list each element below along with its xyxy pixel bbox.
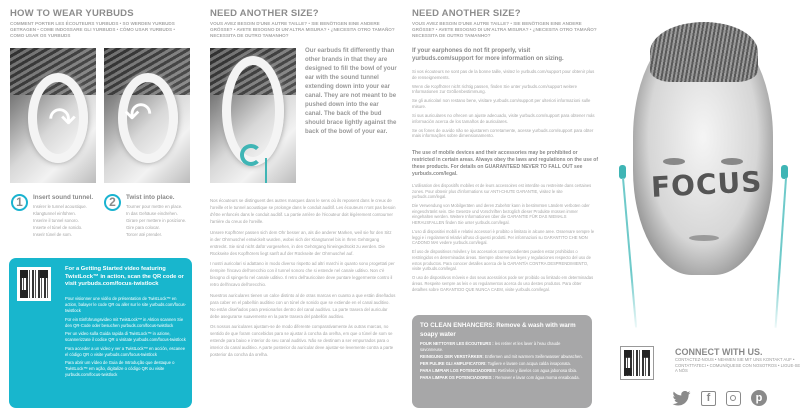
video-heading: For a Getting Started video featuring TwistLock™ in action, scan the QR code or visit yurbuds.com/focus-twistlock xyxy=(65,266,184,287)
qr-code-connect[interactable] xyxy=(620,346,654,380)
cleaning-item: REINIGUNG DER VERSTÄRKER: Entfernen und mit warmem Seifenwasser abwaschen. xyxy=(420,353,583,359)
step-title: Twist into place. xyxy=(126,194,175,201)
video-text-pt: Para abrir um vídeo de Guia de Introdução que destaque o TwistLock™ em ação, digitalize o código QR ou visite yurbuds.com/focus-twistlock xyxy=(65,360,175,377)
ear-fit-photo xyxy=(210,48,296,183)
need-size-subtitle: VOUS AVEZ BESOIN D'UNE AUTRE TAILLE? • SIE BENÖTIGEN EINE ANDERE GRÖSSE? • AVETE BISOGNO DI UN'ALTRA MISURA? • ¿NECESITA OTRO TAMAÑO? NECESSITA DE OUTRO TAMANHO? xyxy=(210,21,395,39)
cleaning-heading-text: Remove & wash with warm soapy water xyxy=(420,322,576,338)
step-number: 2 xyxy=(104,194,121,211)
sizing-text-pt: Se os fones de ouvido não se ajustarem corretamente, acesse yurbuds.com/support para obter mais informações sobre dimensionamento. xyxy=(412,127,594,139)
need-size-title-2: NEED ANOTHER SIZE? xyxy=(412,8,521,19)
video-info-box xyxy=(9,258,192,408)
step-2 xyxy=(104,194,186,238)
video-text-it: Per un video sulla Guida rapida di TwistLock™ in azione, scannerizzate il codice QR o visitate yurbuds.com/focus-twistlock xyxy=(65,331,186,342)
video-text-de: Für ein Einführungsvideo mit TwistLock™ in Aktion scannen Sie den QR-Code oder besuchen yurbuds.com/focus-twistlock xyxy=(65,316,184,328)
legal-text-pt: O uso de dispositivos móveis e dos seus acessórios pode ser proibido ou limitado em determinadas áreas. Respeite sempre as leis e os regulamentos acerca do uso destes produtos. Para obter detalhes sobre GARANTIDO QUE NUNCA CAEM, visite yurbuds.com/legal. xyxy=(412,275,594,292)
cleaning-item: PARA LIMPIAR LOS POTENCIADORES: Retírelos y lávelos con agua jabonosa tibia. xyxy=(420,367,577,373)
step-line: Torcer até prender. xyxy=(126,232,163,237)
twist-arrow-icon: ↶ xyxy=(124,96,153,134)
step-line: Insérer le tunnel acoustique. xyxy=(33,204,87,209)
fit-text-pt: Os nossos auriculares ajustam-se de modo diferente comparativamente às outras marcas, no sentido de que foram concebidos para se ajustar à concha da orelha, em que o túnel de som se estende para baixo e interior do seu canal auditivo. Não se destinam a ser empurrados para o interior do canal auditivo. A parte posterior do auricular deve ajustar-se levemente contra a parte posterior da concha da orelha. xyxy=(210,324,394,357)
step-1 xyxy=(11,194,93,238)
sizing-text-fr: Si vos écouteurs ne sont pas de la bonne taille, visitez le yurbuds.com/support pour obtenir plus de renseignements. xyxy=(412,69,595,80)
qr-code-video[interactable] xyxy=(17,267,51,301)
sizing-text-it: Se gli auricolari non restano bene, visitare yurbuds.com/support per ulteriori informazioni sulle misure. xyxy=(412,98,591,109)
step-title: Insert sound tunnel. xyxy=(33,194,94,201)
sizing-lead: If your earphones do not fit properly, visit yurbuds.com/support for more information on sizing. xyxy=(412,48,564,62)
cleaning-item: PER PULIRE GLI AMPLIFICATORI: Togliere e lavare con acqua calda insaponata. xyxy=(420,360,571,366)
step-number: 1 xyxy=(11,194,28,211)
pinterest-icon[interactable]: p xyxy=(751,390,767,406)
legal-text-fr: L'utilisation des dispositifs mobiles et de leurs accessoires est interdite ou restreinte dans certaines zones. Pour obtenir plus d'informations sur ANTI-CHUTE GARANTIE, visitez le site yurbuds.com/legal. xyxy=(412,183,592,200)
ear-photo-twist xyxy=(104,48,190,183)
legal-text-de: Die Verwendung von Mobilgeräten und deren Zubehör kann in bestimmten Ländern verboten oder eingeschränkt sein. Die Gesetze und Vorschriften bezüglich dieser Produkte müssen immer eingehalten werden. Weitere Informationen über die GARANTIE FÜR DAS NIEMALS HERAUSFALLEN finden Sie unter yurbuds.com/legal. xyxy=(412,203,590,226)
focus-lettering: FOCUS xyxy=(650,165,764,204)
fit-text-fr: Nos écouteurs se distinguent des autres marques dans le sens où ils reposent dans le creux de l'oreille et le tunnel acoustique se prolonge dans le conduit auditif. Les écouteurs n'ont pas besoin d'être enfoncés dans le conduit auditif. La partie arrière de l'écouteur doit légèrement contourner l'arrière du creux de l'oreille. xyxy=(210,198,396,224)
step-line: Inserte el túnel de sonido. xyxy=(33,225,83,230)
rotate-arrow-icon: ↷ xyxy=(48,101,77,139)
ear-photo-insert xyxy=(10,48,96,183)
step-line: Inserire il tunnel sonoro. xyxy=(33,218,79,223)
connect-title: CONNECT WITH US. xyxy=(675,347,763,357)
cleaning-item: PARA LIMPAR OS POTENCIADORES : Remover e lavar com água morna ensaboada. xyxy=(420,374,580,380)
how-to-wear-subtitle: COMMENT PORTER LES ÉCOUTEURS YURBUDS • SO WERDEN YURBUDS GETRAGEN • COME INDOSSARE GLI YURBUDS • CÓMO USAR YURBUDS • COMO USAR OS YURBUDS xyxy=(10,21,175,39)
need-size-title: NEED ANOTHER SIZE? xyxy=(210,8,319,19)
cleaning-heading xyxy=(420,321,584,339)
video-text-es: Para acceder a un video y ver a TwistLock™ en acción, escanee el código QR o visite yurbuds.com/focus-twistlock xyxy=(65,345,186,357)
cleaning-box xyxy=(412,315,592,408)
connect-subtitle: CONTACTEZ-NOUS • NEHMEN SIE MIT UNS KONTAKT AUF • CONTATTATECI • COMUNÍQUESE CON NOSOTROS • LIGUE-SE A NÓS xyxy=(675,357,801,373)
fit-text-de: Unsere Kopfhörer passen sich dem Ohr besser an, als die anderer Marken, weil sie für den Sitz in der Ohrmuschel entwickelt wurden, wobei sich der Klangtunnel bis in Ihren Gehörgang erstreckt. Sie sind nicht dafür vorgesehen, in den Gehörgang hineingedrückt zu werden. Die Rückseite des Kopfhörers liegt sanft auf der Rückseite der Ohrmuschel auf. xyxy=(210,229,392,256)
fit-text-it: I nostri auricolari si adattano in modo diverso rispetto ad altri marchi in quanto sono progettati per riempire l'incavo dell'orecchio con il tunnel sonoro che si estende nel canale uditivo. Non c'è bisogno di spingerlo nel canale uditivo. Il retro dell'auricolare deve puntare leggermente contro il retro dell'incavo dell'orecchio. xyxy=(210,261,395,287)
instagram-icon[interactable] xyxy=(726,391,741,406)
sizing-text-de: Wenn die Kopfhörer nicht richtig passen, finden Sie unter yurbuds.com/support weitere Informationen zur Größenbestimmung. xyxy=(412,83,577,95)
sizing-text-es: Si sus auriculares no ofrecen un ajuste adecuado, visite yurbuds.com/support para obtener más información acerca de los tamaños de auriculares. xyxy=(412,113,595,124)
step-line: Girare per mettere in posizione. xyxy=(126,218,187,223)
fit-description: Our earbuds fit differently than other brands in that they are designed to fill the bowl of your ear with the sound tunnel extending down into your ear canal. They are not meant to be pushed down into the ear canal. The back of the bud should brace lightly against the back of the bowl of your ear. xyxy=(305,47,397,135)
legal-text-es: El uso de dispositivos móviles y los accesorios correspondientes pueden estar prohibidos o restringidos en determinadas áreas. Siempre observe las leyes y regulaciones respecto del uso de estos productos. Para conocer detalles acerca de la GARANTÍA CONTRA DESPRENDIMIENTO, visite yurbuds.com/legal. xyxy=(412,249,591,272)
need-size-subtitle-2: VOUS AVEZ BESOIN D'UNE AUTRE TAILLE? • SIE BENÖTIGEN EINE ANDERE GRÖSSE? • AVETE BISOGNO DI UN'ALTRA MISURA? • ¿NECESITA OTRO TAMAÑO? NECESSITA DE OUTRO TAMANHO? xyxy=(412,21,597,39)
legal-text-it: L'uso di dispositivi mobili e relativi accessori è proibito o limitato in alcune aree. Osservare sempre le leggi e i regolamenti relativi all'uso di questi prodotti. Per informazioni su GARANTITO CHE NON CADONO MAI vedere yurbuds.com/legal. xyxy=(412,229,595,246)
fit-text-es: Nuestros auriculares tienen un calce distinto al de otras marcas en cuanto a que están diseñados para caber en el pabellón auditivo con un túnel de sonido que se extiende en el canal auditivo. No están diseñados para presionarlos dentro del canal auditivo. La parte trasera del auricular debe asegurarse suavemente en la parte trasera del pabellón auditivo. xyxy=(210,292,396,319)
focus-face-photo xyxy=(605,0,802,335)
step-line: In das Gehäuse eindrehen. xyxy=(126,211,178,216)
video-text-fr: Pour visionner une vidéo de présentation de TwistLock™ en action, balayer le code QR ou aller sur le site yurbuds.com/focus-twistlock xyxy=(65,296,187,313)
cleaning-heading-label: TO CLEAN ENHANCERS: xyxy=(420,322,495,329)
step-line: Tourner pour mettre en place. xyxy=(126,204,183,209)
twitter-icon[interactable] xyxy=(672,391,691,406)
step-line: Gire para colocar. xyxy=(126,225,160,230)
cleaning-item: POUR NETTOYER LES ÉCOUTEURS : les retirer et les laver à l'eau chaude savonneuse. xyxy=(420,341,561,352)
step-line: Inserir túnel de som. xyxy=(33,232,72,237)
facebook-icon[interactable]: f xyxy=(701,391,716,406)
how-to-wear-title: HOW TO WEAR YURBUDS xyxy=(10,8,134,19)
legal-lead: The use of mobile devices and their accessories may be prohibited or restricted in certain areas. Always obey the laws and regulations on the use of these products. For details on GUARANTEED NEVER TO FALL OUT see yurbuds.com/legal. xyxy=(412,150,598,177)
step-line: Klangtunnel einführen. xyxy=(33,211,77,216)
